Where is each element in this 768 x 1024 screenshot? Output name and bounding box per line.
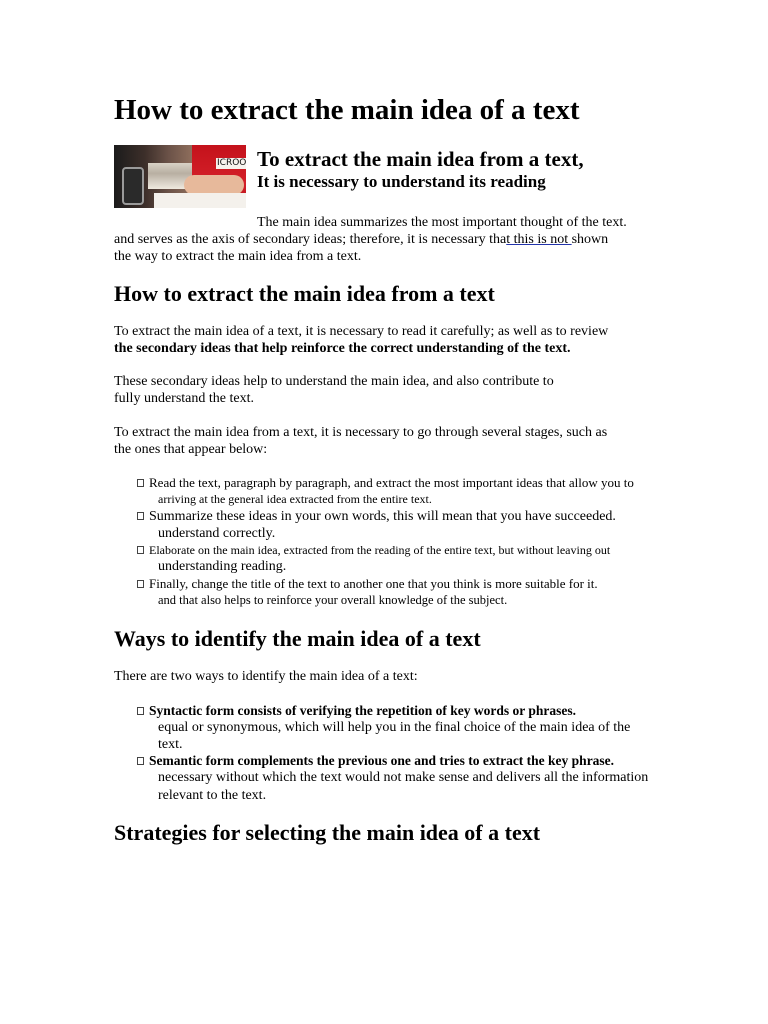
bullet-icon — [137, 580, 144, 588]
mug-icon — [122, 167, 144, 205]
list-item-continuation: relevant to the text. — [158, 788, 267, 803]
list-item-continuation: and that also helps to reinforce your overall knowledge of the subject. — [158, 593, 508, 607]
page-title: How to extract the main idea of a text — [114, 94, 580, 126]
section1-p3-line1: To extract the main idea from a text, it is necessary to go through several stages, such as — [114, 425, 608, 440]
section1-p2-line1: These secondary ideas help to understand the main idea, and also contribute to — [114, 374, 554, 389]
bullet-icon — [137, 707, 144, 715]
list-item: Semantic form complements the previous one and tries to extract the key phrase. — [137, 752, 614, 769]
inline-link[interactable]: t this is not — [506, 232, 572, 247]
bullet-icon — [137, 512, 144, 520]
bullet-icon — [137, 479, 144, 487]
section2-intro: There are two ways to identify the main idea of a text: — [114, 669, 418, 684]
section1-heading: How to extract the main idea from a text — [114, 281, 495, 306]
intro-line-3: the way to extract the main idea from a text. — [114, 249, 362, 264]
list-item: Elaborate on the main idea, extracted from the reading of the entire text, but without leaving out — [137, 542, 610, 559]
list-item-continuation: understanding reading. — [158, 559, 287, 574]
intro-subheading: It is necessary to understand its reading — [257, 172, 546, 191]
section1-p1-line2: the secondary ideas that help reinforce the correct understanding of the text. — [114, 341, 571, 356]
list-item-continuation: equal or synonymous, which will help you in the final choice of the main idea of the — [158, 720, 631, 735]
list-item-continuation: arriving at the general idea extracted from the entire text. — [158, 492, 432, 506]
bullet-icon — [137, 546, 144, 554]
intro-photo — [114, 145, 246, 208]
photo-logo: ICROO — [217, 158, 246, 168]
section3-heading: Strategies for selecting the main idea of a text — [114, 820, 541, 845]
intro-line-2: and serves as the axis of secondary ideas; therefore, it is necessary that this is not shown — [114, 232, 609, 247]
bullet-icon — [137, 757, 144, 765]
list-item: Finally, change the title of the text to another one that you think is more suitable for it. — [137, 575, 598, 592]
section2-heading: Ways to identify the main idea of a text — [114, 626, 481, 651]
list-item-continuation: understand correctly. — [158, 526, 276, 541]
list-item-continuation: text. — [158, 737, 183, 752]
list-item: Syntactic form consists of verifying the repetition of key words or phrases. — [137, 702, 576, 719]
list-item: Read the text, paragraph by paragraph, and extract the most important ideas that allow you to — [137, 474, 634, 491]
list-item: Summarize these ideas in your own words, this will mean that you have succeeded. — [137, 508, 616, 525]
intro-heading: To extract the main idea from a text, — [257, 147, 584, 171]
list-item-continuation: necessary without which the text would not make sense and delivers all the information — [158, 770, 649, 785]
section1-p1-line1: To extract the main idea of a text, it is necessary to read it carefully; as well as to review — [114, 324, 609, 339]
section1-p3-line2: the ones that appear below: — [114, 442, 268, 457]
section1-p2-line2: fully understand the text. — [114, 391, 254, 406]
intro-line-1: The main idea summarizes the most important thought of the text. — [257, 215, 627, 230]
